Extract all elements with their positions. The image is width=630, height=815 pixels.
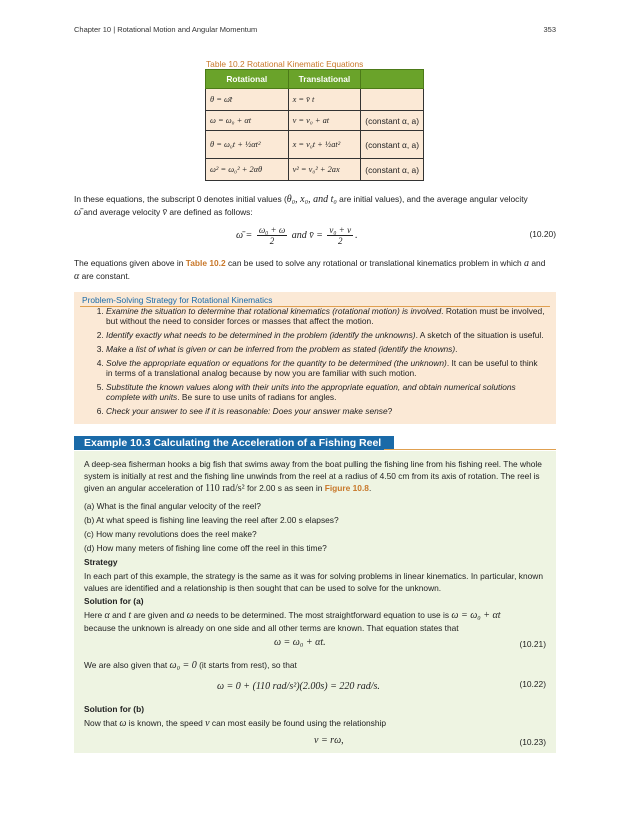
solution-a-text: Here α and t are given and ω needs to be determined. The most straightforward equation to use is ω = ω₀ + αt because the unknown is already on one side and all other terms are known. That equation states that — [84, 610, 501, 633]
divider — [384, 449, 556, 450]
question-d: (d) How many meters of fishing line come off the reel in this time? — [84, 543, 327, 553]
question-c: (c) How many revolutions does the reel make? — [84, 529, 257, 539]
strategy-heading: Strategy — [84, 557, 118, 567]
running-header: Chapter 10 | Rotational Motion and Angular Momentum — [74, 25, 258, 34]
kinematics-table — [205, 69, 424, 181]
table-cell: x = v̄ t — [288, 89, 361, 111]
table-header: Rotational — [206, 70, 289, 89]
equation-number: (10.22) — [519, 679, 546, 689]
math: 110 rad/s² — [205, 483, 245, 494]
math: θ₀, x₀, and t₀ — [286, 194, 337, 205]
list-item: 2. Identify exactly what needs to be determined in the problem (identify the unknowns). A sketch of the situation is useful. — [106, 330, 546, 340]
equation-omega: ω = ω₀ + αt. — [274, 637, 326, 648]
example-title: Example 10.3 Calculating the Acceleration of a Fishing Reel — [74, 436, 394, 450]
list-item: 1. Examine the situation to determine that rotational kinematics (rotational motion) is involved. Rotation must be involved, but without the need to consider forces or masses that affect the motion. — [106, 306, 546, 326]
text: are initial values), and the average angular velocity — [339, 194, 528, 204]
equation-omega-result: ω = 0 + (110 rad/s²)(2.00s) = 220 rad/s. — [217, 681, 380, 692]
list-item: 3. Make a list of what is given or can be inferred from the problem as stated (identify the knowns). — [106, 344, 546, 354]
text: are constant. — [81, 271, 130, 281]
table-header — [361, 70, 424, 89]
table-cell: θ = ω₀t + ½αt² — [206, 131, 289, 159]
table-cell: θ = ω̄t — [206, 89, 289, 111]
example-box — [74, 451, 556, 753]
example-problem: A deep-sea fisherman hooks a big fish that swims away from the boat pulling the fishing line from his fishing reel. The whole system is initially at rest and the fishing line unwinds from the reel at a radius of 4.50 cm from its axis of rotation. The reel is given an angular acceleration of 110 rad/s² for 2.00 s as seen in Figure 10.8. — [84, 459, 542, 494]
table-cell: (constant α, a) — [361, 131, 424, 159]
table-header: Translational — [288, 70, 361, 89]
table-cell: (constant α, a) — [361, 159, 424, 181]
equation-average-velocity: ω̄ = $\frac{\text{ω₀ + ω}}{2}$ and v̄ = $\frac{\text{v₀ + v}}{2}$ . — [236, 225, 358, 246]
text: can be used to solve any rotational or translational kinematics problem in which — [227, 258, 522, 268]
equation-speed: v = rω, — [314, 735, 344, 746]
text: In these equations, the subscript 0 denotes initial values ( — [74, 194, 287, 204]
table-cell — [361, 89, 424, 111]
table-cell: ω² = ω₀² + 2αθ — [206, 159, 289, 181]
text: are defined as follows: — [169, 207, 253, 217]
solution-b-text: Now that ω is known, the speed v can most easily be found using the relationship — [84, 718, 387, 729]
question-b: (b) At what speed is fishing line leaving the reel after 2.00 s elapses? — [84, 515, 339, 525]
strategy-text: In each part of this example, the strategy is the same as it was for solving problems in linear kinematics. In particular, known values are identified and a relationship is then sought that can be used to solve for the unknown. — [84, 571, 543, 593]
table-link[interactable]: Table 10.2 — [185, 258, 226, 268]
equation-number: (10.20) — [529, 229, 556, 239]
text: and average velocity — [83, 207, 161, 217]
math: ω̄ — [74, 207, 82, 218]
table-cell: v = v₀ + at — [288, 111, 361, 131]
intro-paragraph — [74, 193, 556, 219]
list-item: 5. Substitute the known values along with their units into the appropriate equation, and obtain numerical solutions complete with units. Be sure to use units of radians for angles. — [106, 382, 546, 402]
list-item: 6. Check your answer to see if it is reasonable: Does your answer make sense? — [106, 406, 546, 416]
table-caption: Table 10.2 Rotational Kinematic Equations — [206, 59, 364, 69]
solution-b-heading: Solution for (b) — [84, 704, 145, 714]
strategy-box — [74, 292, 556, 424]
solution-a-heading: Solution for (a) — [84, 596, 144, 606]
math: v̄ — [162, 207, 167, 218]
list-item: 4. Solve the appropriate equation or equations for the quantity to be determined (the unknown). It can be useful to think in terms of a translational analog because by now you are familiar with such motion. — [106, 358, 546, 378]
strategy-title: Problem-Solving Strategy for Rotational Kinematics — [82, 295, 273, 305]
text: and — [531, 258, 546, 268]
figure-link[interactable]: Figure 10.8 — [324, 483, 369, 493]
table-cell: ω = ω₀ + αt — [206, 111, 289, 131]
math: a — [524, 258, 530, 269]
table-cell: (constant α, a) — [361, 111, 424, 131]
table-cell: x = v₀t + ½at² — [288, 131, 361, 159]
table-usage-paragraph — [74, 257, 556, 283]
page-number: 353 — [543, 25, 556, 34]
strategy-list — [74, 306, 546, 420]
equation-number: (10.23) — [519, 737, 546, 747]
text: The equations given above in — [74, 258, 184, 268]
math: α — [74, 271, 80, 282]
equation-number: (10.21) — [519, 639, 546, 649]
table-cell: v² = v₀² + 2ax — [288, 159, 361, 181]
question-a: (a) What is the final angular velocity of the reel? — [84, 501, 261, 511]
solution-a-given: We are also given that ω₀ = 0 (it starts from rest), so that — [84, 660, 297, 671]
